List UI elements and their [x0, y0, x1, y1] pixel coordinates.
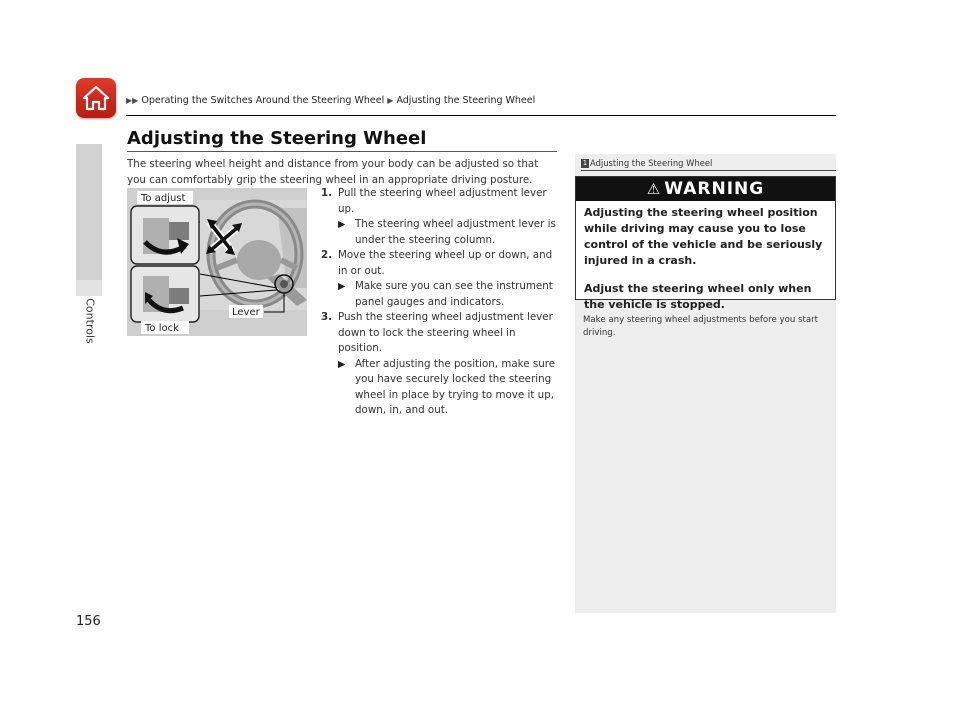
step-item	[321, 186, 561, 217]
breadcrumb-link-section[interactable]: Operating the Switches Around the Steering Wheel	[141, 95, 385, 106]
home-icon	[81, 83, 111, 113]
warning-paragraph: Adjusting the steering wheel position while driving may cause you to lose control of the vehicle and be seriously injured in a crash.	[584, 206, 823, 267]
title-divider	[127, 151, 557, 152]
side-note-text: Make any steering wheel adjustments before you start driving.	[583, 315, 819, 338]
step-number: 2.	[321, 249, 333, 261]
chapter-tab[interactable]	[76, 144, 102, 280]
step-note	[338, 279, 561, 310]
breadcrumb	[126, 95, 535, 106]
warning-header	[576, 177, 835, 201]
step-number: 3.	[321, 311, 333, 323]
breadcrumb-link-page[interactable]: Adjusting the Steering Wheel	[396, 95, 536, 106]
step-text: Push the steering wheel adjustment lever down to lock the steering wheel in position.	[338, 311, 553, 354]
intro-paragraph: The steering wheel height and distance from your body can be adjusted so that you can comfortably grip the steering wheel in an appropriate driving posture.	[127, 158, 539, 186]
header-divider	[126, 115, 836, 116]
arrow-icon: ▶	[338, 281, 346, 292]
arrow-icon: ▶	[338, 358, 346, 370]
chapter-label	[82, 296, 98, 346]
page-number: 156	[76, 614, 101, 629]
side-notes-heading-text: Adjusting the Steering Wheel	[590, 158, 713, 168]
step-note	[338, 217, 561, 248]
side-notes-divider	[581, 170, 836, 171]
steps-list	[321, 186, 561, 419]
step-item	[321, 248, 561, 279]
warning-triangle-icon: ⚠	[646, 180, 662, 198]
figure-label-adjust: To adjust	[141, 193, 186, 204]
step-text: Pull the steering wheel adjustment lever up.	[338, 187, 547, 215]
warning-box	[575, 176, 836, 311]
chapter-label-text: Controls	[83, 298, 97, 344]
breadcrumb-arrow-icon: ▶	[387, 96, 394, 105]
step-item	[321, 310, 561, 357]
steering-wheel-illustration	[127, 188, 307, 336]
figure-label-lever: Lever	[232, 307, 260, 318]
step-number: 1.	[321, 187, 333, 199]
step-text: Move the steering wheel up or down, and in or out.	[338, 249, 553, 277]
reference-mark-icon: 1	[582, 159, 588, 167]
home-button[interactable]	[76, 78, 116, 118]
side-notes-heading	[581, 158, 712, 168]
figure-label-lock: To lock	[145, 323, 179, 334]
step-note	[338, 357, 561, 419]
arrow-icon: ▶	[338, 219, 346, 230]
warning-paragraph: Adjust the steering wheel only when the vehicle is stopped.	[584, 282, 812, 311]
page-title: Adjusting the Steering Wheel	[127, 128, 427, 149]
warning-title: WARNING	[664, 179, 765, 199]
breadcrumb-arrow-icon: ▶▶	[126, 96, 139, 105]
warning-body	[584, 205, 832, 313]
step-note-text: After adjusting the position, make sure you have securely locked the steering wheel in place by trying to move it up, down, in, and out.	[355, 357, 556, 416]
chapter-tab-edge	[76, 280, 102, 296]
step-note-text: Make sure you can see the instrument panel gauges and indicators.	[355, 280, 553, 308]
step-note-text: The steering wheel adjustment lever is under the steering column.	[355, 218, 556, 246]
